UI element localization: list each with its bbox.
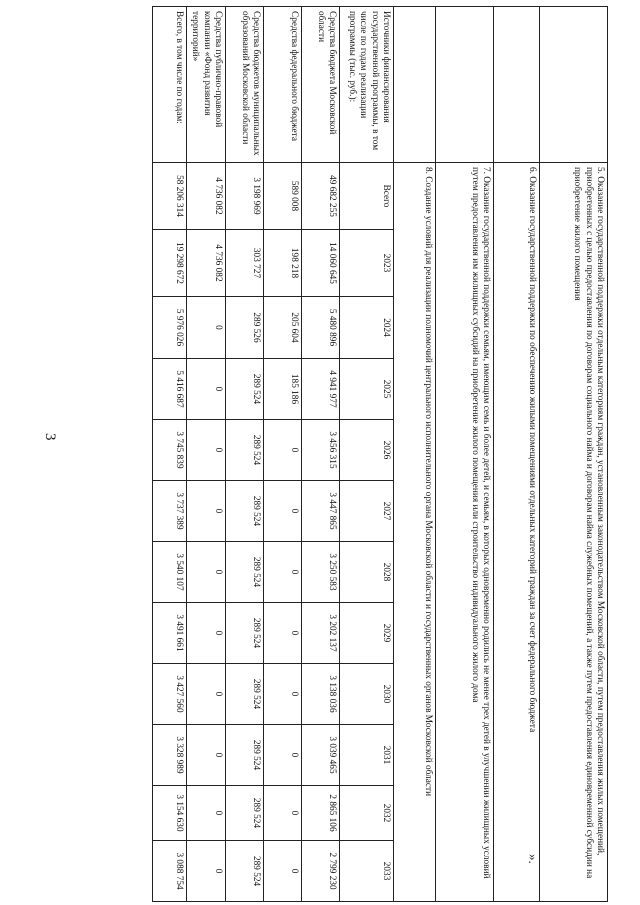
table-cell: 4 736 082 [187, 230, 226, 297]
column-header: 2026 [340, 420, 394, 481]
objective-text: 6. Оказание государственной поддержки по обеспечению жилыми помещениями отдельных категорий граждан за счет федерального бюджета [494, 163, 540, 902]
table-cell: 0 [264, 542, 302, 603]
table-cell: 5 416 687 [153, 359, 187, 420]
table-cell: 0 [187, 420, 226, 481]
table-cell: 3 456 315 [302, 420, 340, 481]
table-cell: 2 799 230 [302, 841, 340, 902]
objective-row [494, 7, 540, 902]
closing-quote: ». [526, 854, 541, 864]
table-cell: 289 524 [226, 725, 264, 786]
table-cell: 0 [264, 725, 302, 786]
row-label: Всего, в том числе по годам: [153, 7, 187, 163]
table-cell: 0 [187, 359, 226, 420]
table-cell: 5 976 026 [153, 297, 187, 359]
table-cell: 4 941 977 [302, 359, 340, 420]
table-cell: 0 [187, 664, 226, 725]
objective-row [394, 7, 436, 902]
column-header: 2023 [340, 230, 394, 297]
header-label-cell: Источники финансирования государственной программы, в том числе по годам реализации программы (тыс. руб.): [340, 7, 394, 163]
objective-row [540, 7, 608, 902]
table-cell: 0 [264, 603, 302, 664]
table-cell: 3 039 465 [302, 725, 340, 786]
total-row [153, 7, 187, 902]
table-cell: 3 138 036 [302, 664, 340, 725]
table-cell: 185 186 [264, 359, 302, 420]
table-cell: 0 [264, 420, 302, 481]
table-cell: 14 060 645 [302, 230, 340, 297]
table-cell: 3 491 661 [153, 603, 187, 664]
objective-row [436, 7, 494, 902]
table-cell: 289 524 [226, 481, 264, 542]
table-cell: 19 298 672 [153, 230, 187, 297]
table-cell: 3 540 107 [153, 542, 187, 603]
row-label: Средства бюджетов муниципальных образований Московской области [226, 7, 264, 163]
objective-text: 7. Оказание государственной поддержки семьям, имеющим семь и более детей, и семьям, в которых одновременно родились не менее трех детей в улучшении жилищных условий путем предоставления им жилищных субсидий на приобретение жилого помещения или строительство индивидуального жилого дома [436, 163, 494, 902]
table-cell: 289 526 [226, 297, 264, 359]
table-header-row [340, 7, 394, 902]
row-label: Средства публично-правовой компании «Фонд развития территорий» [187, 7, 226, 163]
column-header: 2030 [340, 664, 394, 725]
column-header: 2033 [340, 841, 394, 902]
table-cell: 0 [264, 664, 302, 725]
objective-blank-cell [394, 7, 436, 163]
table-cell: 0 [187, 542, 226, 603]
table-cell: 49 682 255 [302, 163, 340, 230]
table-cell: 3 447 865 [302, 481, 340, 542]
table-row [302, 7, 340, 902]
table-cell: 3 154 630 [153, 786, 187, 841]
table-cell: 198 218 [264, 230, 302, 297]
table-cell: 289 524 [226, 420, 264, 481]
table-cell: 0 [264, 481, 302, 542]
funding-table-sheet [174, 6, 608, 901]
row-label: Средства федерального бюджета [264, 7, 302, 163]
objective-blank-cell [436, 7, 494, 163]
table-cell: 5 480 896 [302, 297, 340, 359]
table-cell: 205 604 [264, 297, 302, 359]
table-cell: 0 [187, 481, 226, 542]
table-cell: 589 008 [264, 163, 302, 230]
objective-blank-cell [540, 7, 608, 163]
column-header: Всего [340, 163, 394, 230]
column-header: 2027 [340, 481, 394, 542]
table-cell: 3 328 989 [153, 725, 187, 786]
table-cell: 0 [264, 841, 302, 902]
table-cell: 289 524 [226, 603, 264, 664]
objective-blank-cell [494, 7, 540, 163]
table-cell: 289 524 [226, 359, 264, 420]
table-cell: 3 198 969 [226, 163, 264, 230]
table-cell: 3 737 389 [153, 481, 187, 542]
table-cell: 3 250 583 [302, 542, 340, 603]
table-cell: 303 727 [226, 230, 264, 297]
objective-text: 8. Создание условий для реализации полномочий центрального исполнительного органа Московской области и государственных органов Московской области [394, 163, 436, 902]
table-cell: 0 [187, 603, 226, 664]
funding-table [152, 6, 608, 902]
table-cell: 289 524 [226, 664, 264, 725]
table-cell: 0 [187, 841, 226, 902]
page-number: 3 [42, 433, 58, 441]
table-row [264, 7, 302, 902]
objective-text: 5. Оказание государственной поддержки отдельным категориям граждан, установленным законодательством Московской области, путем предоставления жилых помещений, приобретенных с целью предоставления по договорам социального найма и договорам найма служебных помещений, а также путем предоставления единовременной субсидии на приобретение жилого помещения [540, 163, 608, 902]
table-cell: 0 [187, 786, 226, 841]
table-cell: 0 [187, 725, 226, 786]
table-cell: 2 865 106 [302, 786, 340, 841]
table-cell: 3 745 839 [153, 420, 187, 481]
table-cell: 4 736 082 [187, 163, 226, 230]
table-cell: 289 524 [226, 841, 264, 902]
table-row [226, 7, 264, 902]
table-cell: 58 206 314 [153, 163, 187, 230]
row-label: Средства бюджета Московской области [302, 7, 340, 163]
table-cell: 0 [187, 297, 226, 359]
column-header: 2029 [340, 603, 394, 664]
column-header: 2032 [340, 786, 394, 841]
column-header: 2028 [340, 542, 394, 603]
column-header: 2025 [340, 359, 394, 420]
table-cell: 289 524 [226, 542, 264, 603]
table-row [187, 7, 226, 902]
column-header: 2024 [340, 297, 394, 359]
table-cell: 3 202 137 [302, 603, 340, 664]
table-cell: 3 427 560 [153, 664, 187, 725]
table-cell: 289 524 [226, 786, 264, 841]
table-cell: 0 [264, 786, 302, 841]
table-cell: 3 088 754 [153, 841, 187, 902]
column-header: 2031 [340, 725, 394, 786]
